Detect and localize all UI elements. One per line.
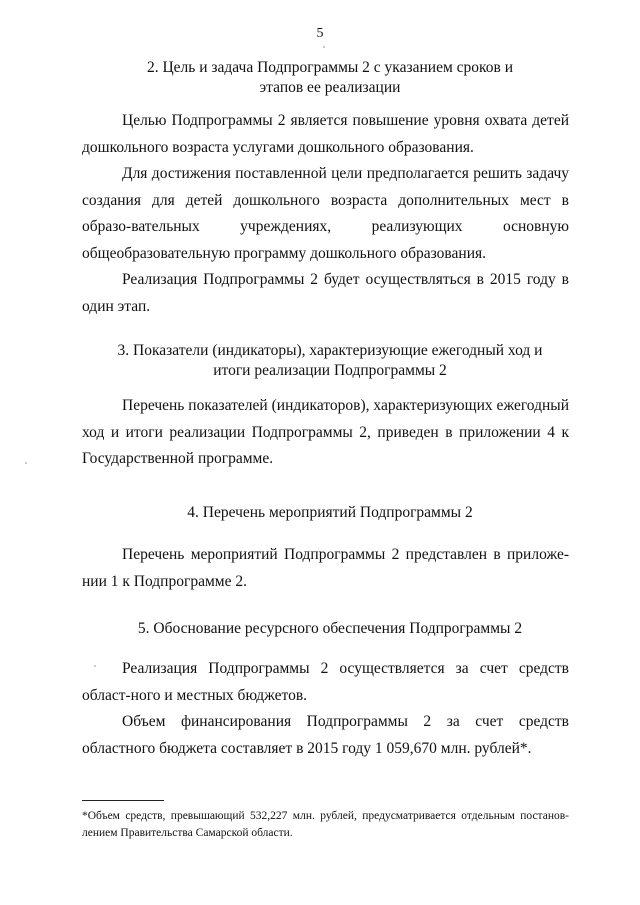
section-2-heading-line1: 2. Цель и задача Подпрограммы 2 с указанием сроков и: [146, 59, 513, 76]
scan-speck: [25, 462, 27, 464]
scan-speck: [94, 665, 96, 667]
section-3-heading: [80, 341, 580, 381]
section-5-heading: 5. Обоснование ресурсного обеспечения Подпрограммы 2: [137, 620, 523, 637]
section-3-paragraph-1: Перечень показателей (индикаторов), характеризующих ежегодный ход и итоги реализации Подпрограммы 2, приведен в приложении 4 к Государственной программе.: [82, 397, 569, 467]
page-number: 5: [316, 26, 324, 41]
section-3-heading-line1: 3. Показатели (индикаторы), характеризующие ежегодный ход и: [117, 342, 543, 359]
section-2-heading-line2: этапов ее реализации: [259, 79, 401, 96]
section-4-paragraph-1: Перечень мероприятий Подпрограммы 2 представлен в приложе-нии 1 к Подпрограмме 2.: [82, 546, 569, 590]
section-5-paragraph-1: Реализация Подпрограммы 2 осуществляется за счет средств област-ного и местных бюджетов.: [82, 660, 569, 704]
section-2-paragraph-3: Реализация Подпрограммы 2 будет осуществляться в 2015 году в один этап.: [82, 271, 569, 315]
footnote: *Объем средств, превышающий 532,227 млн. рублей, предусматривается отдельным постанов-лением Правительства Самарской области.: [82, 810, 569, 839]
section-3-heading-line2: итоги реализации Подпрограммы 2: [213, 362, 447, 379]
section-2-paragraph-1: Целью Подпрограммы 2 является повышение уровня охвата детей дошкольного возраста услугами дошкольного образования.: [82, 112, 569, 156]
scan-speck: [323, 46, 325, 48]
footnote-divider: [82, 800, 164, 801]
section-2-paragraph-2: Для достижения поставленной цели предполагается решить задачу создания для детей дошкольного возраста дополнительных мест в образо-вательных учреждениях, реализующих основную общеобразовательную программу дошкольного образования.: [82, 165, 569, 262]
section-2-heading: [80, 58, 580, 98]
section-4-heading: 4. Перечень мероприятий Подпрограммы 2: [187, 504, 473, 521]
section-5-paragraph-2: Объем финансирования Подпрограммы 2 за счет средств областного бюджета составляет в 2015 году 1 059,670 млн. рублей*.: [82, 713, 569, 757]
